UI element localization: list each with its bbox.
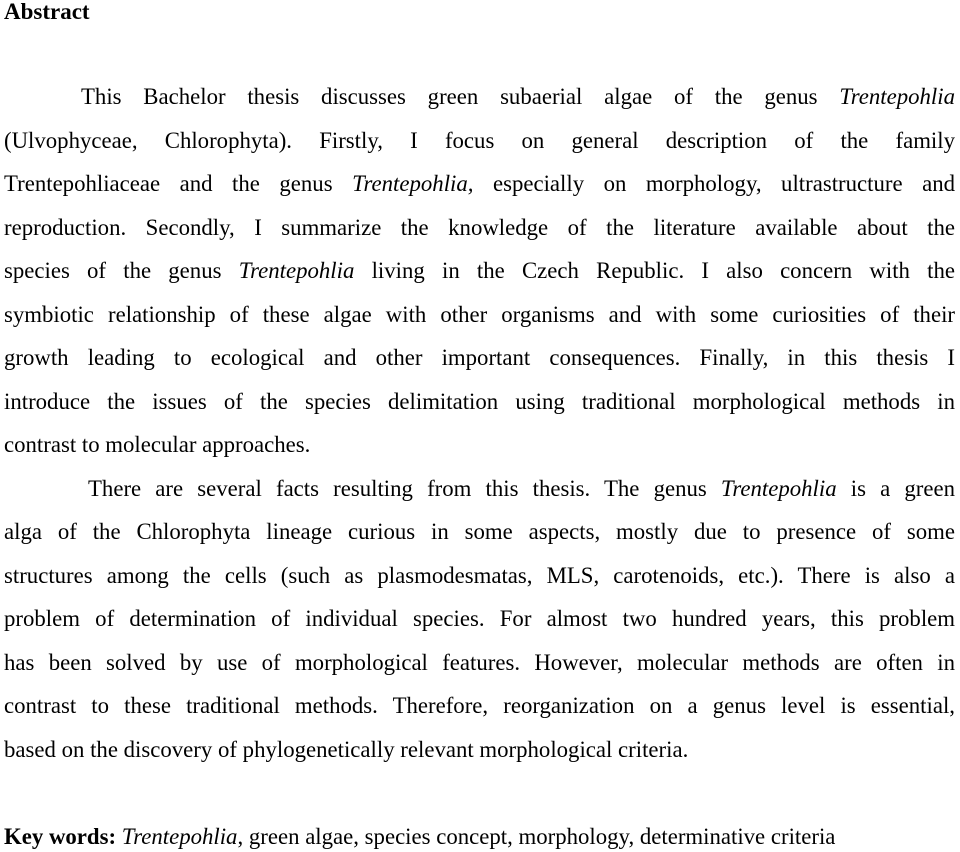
paragraph-1-line-8: introduce the issues of the species delimitation using traditional morphological methods in [4,389,955,414]
paragraph-2-line-2: alga of the Chlorophyta lineage curious in some aspects, mostly due to presence of some [4,519,955,544]
paragraph-2-line-5: has been solved by use of morphological features. However, molecular methods are often in [4,650,955,675]
text-run: especially on morphology, ultrastructure and [473,171,955,196]
paragraph-2-line-6: contrast to these traditional methods. Therefore, reorganization on a genus level is essential, [4,693,955,718]
paragraph-1-line-6: symbiotic relationship of these algae with other organisms and with some curiosities of their [4,302,955,327]
keywords-label: Key words: [4,824,117,849]
paragraph-2-line-1 [88,474,955,504]
paragraph-1-line-4: reproduction. Secondly, I summarize the knowledge of the literature available about the [4,215,955,240]
text-run: species of the genus [4,258,239,283]
text-run: Trentepohliaceae and the genus [4,171,353,196]
keywords-line [4,822,955,852]
abstract-heading: Abstract [4,0,90,24]
genus-name-italic: Trentepohlia, [352,171,474,196]
text-run: is a green [836,476,956,501]
genus-name-italic: Trentepohlia [238,258,355,283]
genus-name-italic: Trentepohlia [720,476,837,501]
genus-name-italic: Trentepohlia [121,824,238,849]
text-run: There are several facts resulting from this thesis. The genus [88,476,721,501]
paragraph-1-line-7: growth leading to ecological and other important consequences. Finally, in this thesis I [4,345,955,370]
text-run: living in the Czech Republic. I also concern with the [354,258,955,283]
keywords-list: , green algae, species concept, morphology, determinative criteria [237,824,836,849]
paragraph-1-line-3 [4,169,955,199]
text-run: This Bachelor thesis discusses green subaerial algae of the genus [81,84,840,109]
paragraph-1-line-2: (Ulvophyceae, Chlorophyta). Firstly, I focus on general description of the family [4,128,955,153]
genus-name-italic: Trentepohlia [839,84,955,109]
paragraph-2-line-3: structures among the cells (such as plasmodesmatas, MLS, carotenoids, etc.). There is also a [4,563,955,588]
paragraph-2-line-7: based on the discovery of phylogenetically relevant morphological criteria. [4,737,689,762]
paragraph-1-line-5 [4,256,955,286]
paragraph-1-line-9: contrast to molecular approaches. [4,432,311,457]
paragraph-2-line-4: problem of determination of individual species. For almost two hundred years, this problem [4,606,955,631]
paragraph-1-line-1 [81,82,955,112]
